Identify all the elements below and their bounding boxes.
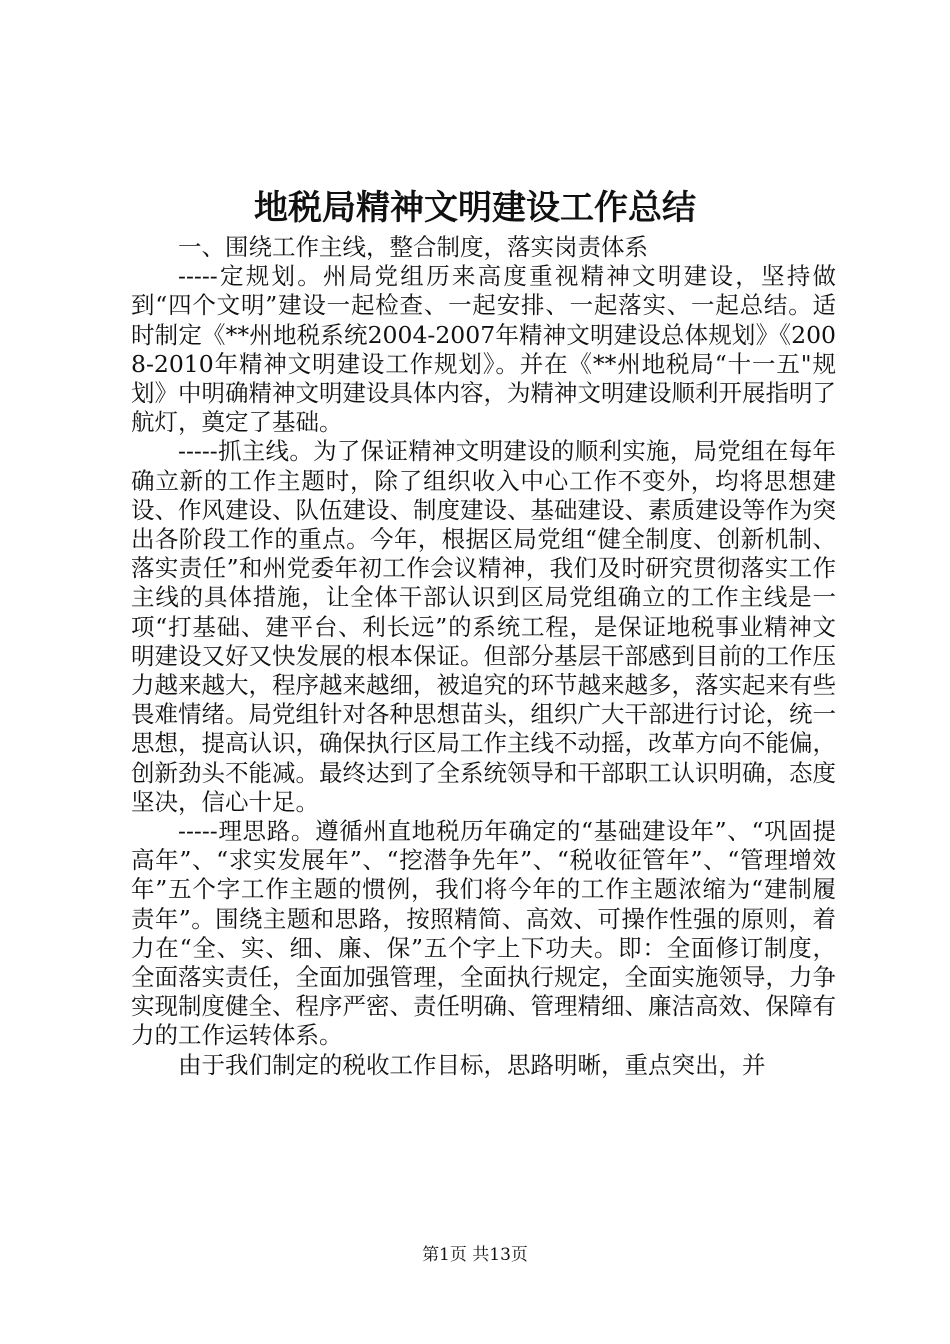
document-title: 地税局精神文明建设工作总结: [254, 188, 696, 228]
paragraph-main-line: -----抓主线。为了保证精神文明建设的顺利实施，局党组在每年确立新的工作主题时，除了组织收入中心工作不变外，均将思想建设、作风建设、队伍建设、制度建设、基础建设、素质建设等作为突出各阶段工作的重点。今年，根据区局党组“健全制度、创新机制、落实责任”和州党委年初工作会议精神，我们及时研究贯彻落实工作主线的具体措施，让全体干部认识到区局党组确立的工作主线是一项“打基础、建平台、利长远”的系统工程，是保证地税事业精神文明建设又好又快发展的根本保证。但部分基层干部感到目前的工作压力越来越大，程序越来越细，被追究的环节越来越多，落实起来有些畏难情绪。局党组针对各种思想苗头，组织广大干部进行讨论，统一思想，提高认识，确保执行区局工作主线不动摇，改革方向不能偏，创新劲头不能减。最终达到了全系统领导和干部职工认识明确，态度坚决，信心十足。: [131, 437, 836, 816]
paragraph-planning: -----定规划。州局党组历来高度重视精神文明建设，坚持做到“四个文明”建设一起检查、一起安排、一起落实、一起总结。适时制定《**州地税系统2004-2007年精神文明建设总体规划》《2008-2010年精神文明建设工作规划》。并在《**州地税局“十一五"规划》中明确精神文明建设具体内容，为精神文明建设顺利开展指明了航灯，奠定了基础。: [131, 262, 836, 437]
page-footer: 第1页 共13页: [422, 1245, 528, 1265]
section-heading: 一、围绕工作主线，整合制度，落实岗责体系: [178, 233, 648, 261]
document-body: [131, 233, 836, 1080]
paragraph-approach: -----理思路。遵循州直地税历年确定的“基础建设年”、“巩固提高年”、“求实发展年”、“挖潜争先年”、“税收征管年”、“管理增效年”五个字工作主题的惯例，我们将今年的工作主题浓缩为“建制履责年”。围绕主题和思路，按照精简、高效、可操作性强的原则，着力在“全、实、细、廉、保”五个字上下功夫。即：全面修订制度，全面落实责任，全面加强管理，全面执行规定，全面实施领导，力争实现制度健全、程序严密、责任明确、管理精细、廉洁高效、保障有力的工作运转体系。: [131, 817, 836, 1050]
paragraph-continuation: 由于我们制定的税收工作目标，思路明晰，重点突出，并: [178, 1050, 766, 1079]
